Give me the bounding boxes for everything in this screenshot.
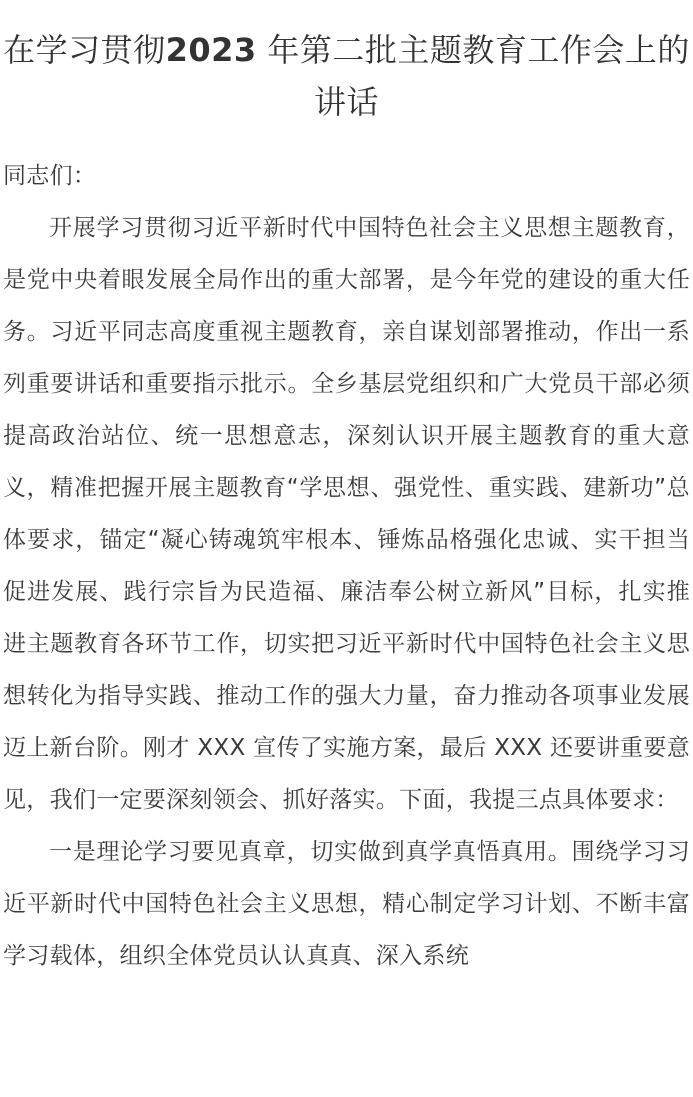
title-part-1: 在学习贯彻 bbox=[3, 31, 166, 69]
document-body bbox=[0, 150, 693, 982]
paragraph-2: 一是理论学习要见真章，切实做到真学真悟真用。围绕学习习近平新时代中国特色社会主义思想，精心制定学习计划、不断丰富学习载体，组织全体党员认认真真、深入系统 bbox=[3, 839, 690, 969]
greeting: 同志们： bbox=[3, 163, 97, 189]
title-part-2: 年第二批主题教育工作会上的讲话 bbox=[267, 31, 690, 121]
paragraph-1: 开展学习贯彻习近平新时代中国特色社会主义思想主题教育，是党中央着眼发展全局作出的重大部署，是今年党的建设的重大任务。习近平同志高度重视主题教育，亲自谋划部署推动，作出一系列重要讲话和重要指示批示。全乡基层党组织和广大党员干部必须提高政治站位、统一思想意志，深刻认识开展主题教育的重大意义，精准把握开展主题教育“学思想、强党性、重实践、建新功”总体要求，锚定“凝心铸魂筑牢根本、锤炼品格强化忠诚、实干担当促进发展、践行宗旨为民造福、廉洁奉公树立新风”目标，扎实推进主题教育各环节工作，切实把习近平新时代中国特色社会主义思想转化为指导实践、推动工作的强大力量，奋力推动各项事业发展迈上新台阶。刚才 XXX 宣传了实施方案，最后 XXX 还要讲重要意见，我们一定要深刻领会、抓好落实。下面，我提三点具体要求： bbox=[3, 215, 690, 813]
document-title bbox=[0, 0, 693, 128]
title-year: 2023 bbox=[165, 31, 257, 69]
